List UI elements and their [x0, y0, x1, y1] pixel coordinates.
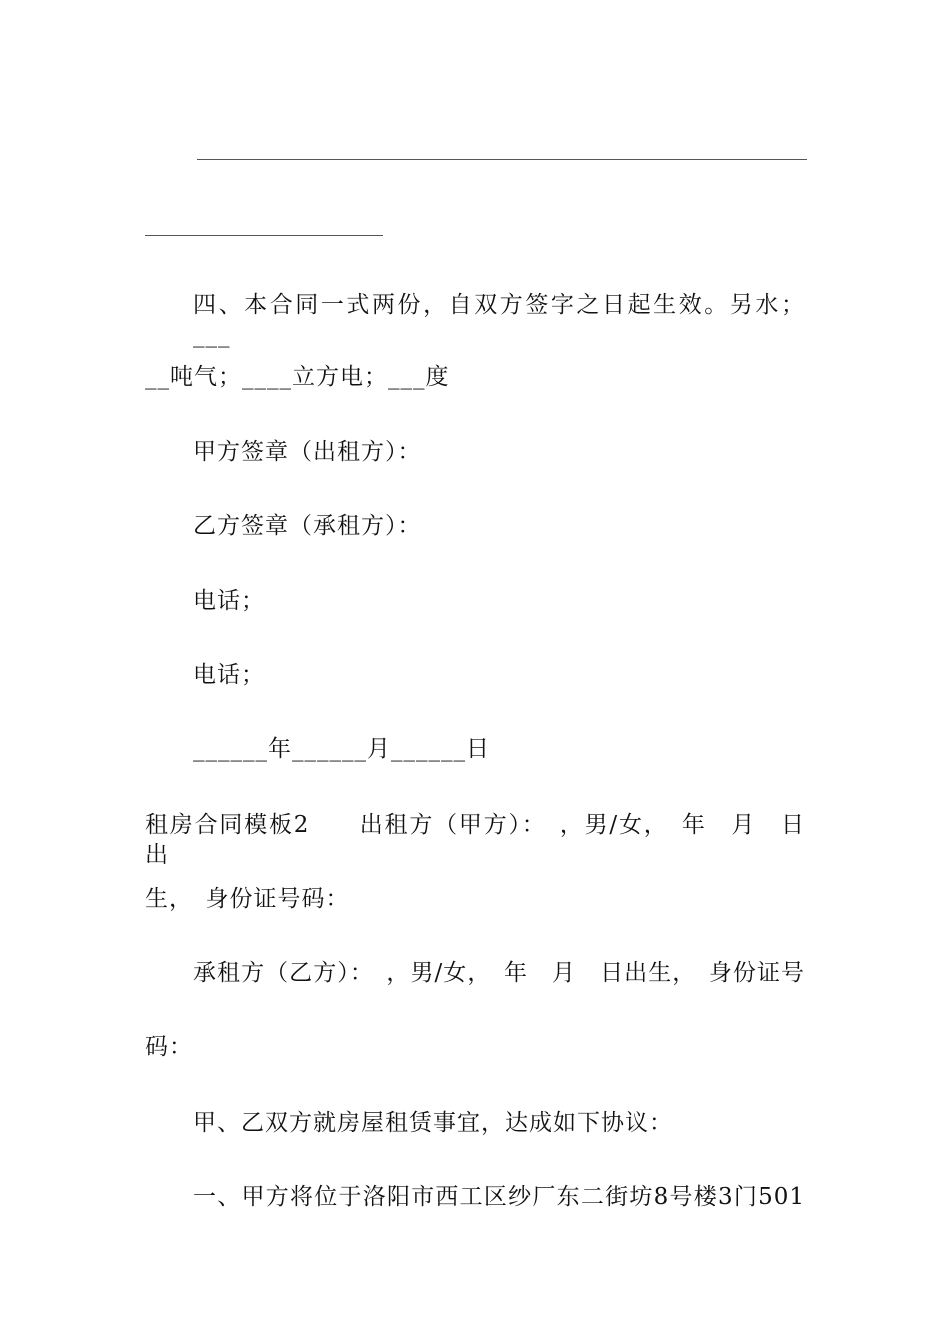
landlord-id-line: 生， 身份证号码：	[145, 886, 350, 912]
agreement-intro: 甲、乙双方就房屋租赁事宜，达成如下协议：	[193, 1110, 673, 1136]
clause-four-paragraph: 四、本合同一式两份，自双方签字之日起生效。另水；___	[193, 292, 805, 348]
party-b-signature-label: 乙方签章（承租方）：	[193, 513, 422, 539]
clause-four-continuation: __吨气；____立方电；___度	[145, 364, 450, 390]
tenant-id-line: 码：	[145, 1034, 193, 1060]
blank-fill-line	[145, 235, 383, 236]
signing-date-line: ______年______月______日	[193, 736, 490, 762]
clause-one-paragraph: 一、甲方将位于洛阳市西工区纱厂东二街坊8号楼3门501	[193, 1184, 805, 1210]
blank-fill-line	[197, 159, 807, 160]
party-a-signature-label: 甲方签章（出租方）：	[193, 439, 422, 465]
party-b-phone-label: 电话；	[193, 662, 265, 688]
template-2-landlord-line: 租房合同模板2 出租方（甲方）： ，男/女， 年 月 日出	[145, 812, 805, 868]
tenant-line: 承租方（乙方）： ，男/女， 年 月 日出生， 身份证号	[193, 960, 805, 986]
party-a-phone-label: 电话；	[193, 588, 265, 614]
